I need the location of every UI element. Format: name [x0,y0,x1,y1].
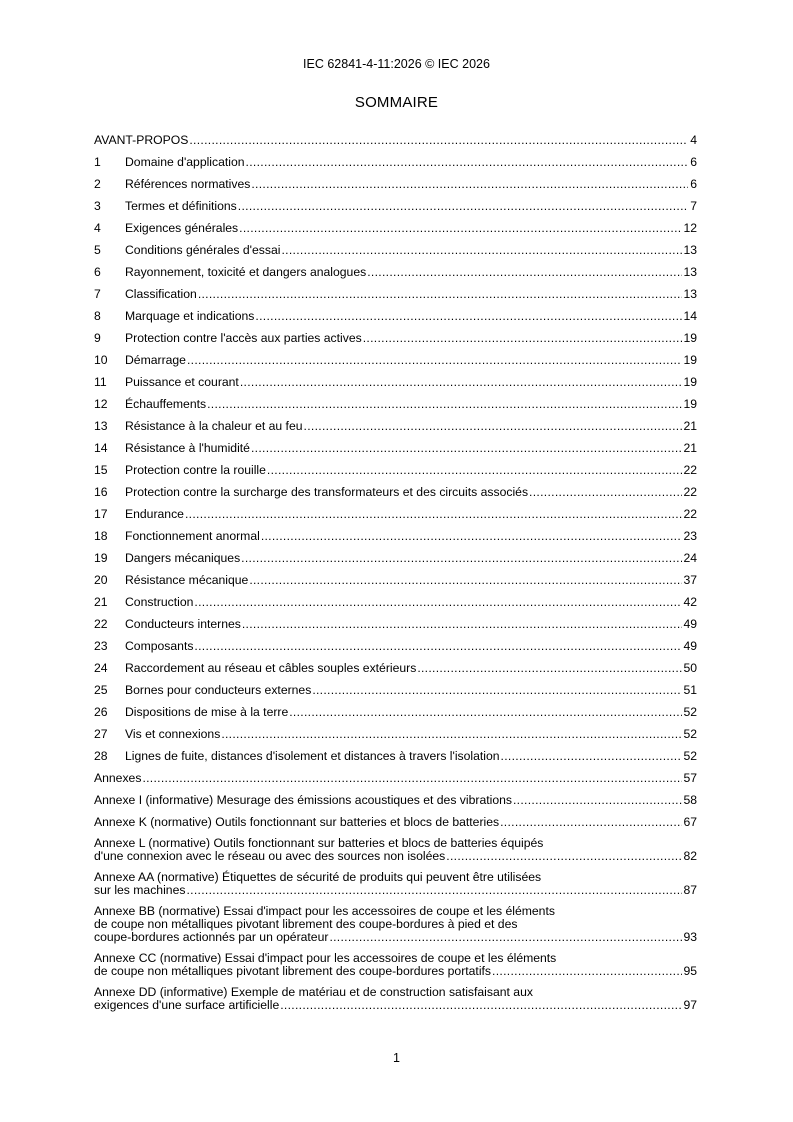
toc-entry-page: 22 [683,485,697,499]
toc-entry-label: Annexe I (informative) Mesurage des émissions acoustiques et des vibrations [94,793,512,807]
toc-leader-dots [251,177,688,191]
toc-entry-number: 25 [94,683,108,697]
toc-entry-label-line: d'une connexion avec le réseau ou avec des sources non isolées [94,849,446,863]
toc-entry-page: 19 [683,353,697,367]
toc-entry-annex[interactable] [94,978,697,1012]
toc-entry-label: Dangers mécaniques [125,551,241,565]
toc-leader-dots [329,931,682,944]
toc-leader-dots [501,749,683,763]
toc-leader-dots [500,815,682,829]
toc-entry-number: 27 [94,727,108,741]
table-of-contents [94,125,697,1012]
toc-leader-dots [194,639,682,653]
toc-entry-label: Conditions générales d'essai [125,243,281,257]
toc-entry-page: 52 [683,727,697,741]
toc-entry[interactable] [94,411,697,433]
toc-entry-page: 87 [683,883,697,897]
toc-entry-label-line: sur les machines [94,883,186,897]
toc-entry-page: 49 [683,617,697,631]
toc-entry-number: 18 [94,529,108,543]
toc-entry-page: 57 [683,771,697,785]
toc-leader-dots [289,705,682,719]
toc-entry-label: Protection contre la rouille [125,463,266,477]
toc-leader-dots [249,573,682,587]
toc-entry-page: 13 [683,243,697,257]
toc-entry-page: 37 [683,573,697,587]
toc-title: SOMMAIRE [354,94,439,111]
toc-leader-dots [194,595,682,609]
toc-entry-number: 11 [94,375,107,389]
toc-entry[interactable] [94,741,697,763]
toc-leader-dots [241,551,682,565]
toc-entry-label: Références normatives [125,177,251,191]
toc-leader-dots [185,507,682,521]
toc-entry[interactable] [94,455,697,477]
toc-entry-page: 19 [683,375,697,389]
toc-entry[interactable] [94,521,697,543]
toc-entry-label-line: Annexe BB (normative) Essai d'impact pour les accessoires de coupe et les éléments [94,904,555,918]
toc-entry-number: 2 [94,177,101,191]
toc-entry-label: Endurance [125,507,184,521]
toc-entry-page: 7 [690,199,697,213]
toc-entry[interactable] [94,191,697,213]
toc-entry[interactable] [94,367,697,389]
toc-entry-number: 5 [94,243,101,257]
toc-entry-page: 19 [683,397,697,411]
toc-entry[interactable] [94,763,697,785]
toc-entry-page: 52 [683,749,697,763]
toc-entry[interactable] [94,169,697,191]
toc-entry[interactable] [94,697,697,719]
toc-leader-dots [251,441,682,455]
toc-entry-number: 1 [94,155,101,169]
toc-entry-page: 14 [683,309,697,323]
toc-entry-number: 7 [94,287,101,301]
toc-entry-label: Conducteurs internes [125,617,241,631]
toc-leader-dots [513,793,682,807]
toc-entry-page: 22 [683,463,697,477]
toc-entry-page: 21 [683,419,697,433]
toc-entry-number: 6 [94,265,101,279]
toc-leader-dots [238,199,688,213]
toc-entry-label: Lignes de fuite, distances d'isolement et distances à travers l'isolation [125,749,500,763]
toc-leader-dots [280,999,682,1012]
toc-entry[interactable] [94,543,697,565]
toc-entry-annex[interactable] [94,829,697,863]
toc-entry-label: Bornes pour conducteurs externes [125,683,312,697]
toc-entry-number: 24 [94,661,108,675]
toc-entry-label: Dispositions de mise à la terre [125,705,289,719]
toc-leader-dots [142,771,682,785]
toc-entry-page: 93 [683,930,697,944]
toc-entry[interactable] [94,213,697,235]
toc-entry-page: 24 [683,551,697,565]
toc-leader-dots [492,965,682,978]
toc-entry[interactable] [94,631,697,653]
toc-entry-label: Domaine d'application [125,155,245,169]
toc-entry-label: Composants [125,639,194,653]
toc-entry[interactable] [94,565,697,587]
toc-entry-label: Rayonnement, toxicité et dangers analogues [125,265,367,279]
toc-leader-dots [239,221,682,235]
toc-entry-page: 21 [683,441,697,455]
toc-entry-number: 21 [94,595,108,609]
toc-entry[interactable] [94,345,697,367]
toc-entry-number: 26 [94,705,108,719]
toc-entry[interactable] [94,609,697,631]
toc-leader-dots [446,850,682,863]
toc-entry[interactable] [94,675,697,697]
toc-entry-annex[interactable] [94,944,697,978]
toc-leader-dots [198,287,683,301]
toc-leader-dots [304,419,683,433]
page-number: 1 [393,1051,400,1065]
toc-entry[interactable] [94,389,697,411]
toc-entry-label-line: exigences d'une surface artificielle [94,998,280,1012]
toc-entry[interactable] [94,653,697,675]
toc-leader-dots [240,375,683,389]
toc-entry-label: Démarrage [125,353,186,367]
toc-entry[interactable] [94,719,697,741]
toc-entry-page: 67 [683,815,697,829]
document-header: IEC 62841-4-11:2026 © IEC 2026 [303,57,490,71]
toc-entry-number: 12 [94,397,108,411]
toc-entry-number: 20 [94,573,108,587]
toc-entry-page: 13 [683,287,697,301]
toc-leader-dots [529,485,682,499]
toc-entry-label: Protection contre l'accès aux parties actives [125,331,362,345]
toc-entry-page: 12 [683,221,697,235]
toc-entry-page: 58 [683,793,697,807]
toc-entry-label-line: Annexe L (normative) Outils fonctionnant sur batteries et blocs de batteries équipés [94,836,544,850]
toc-entry-page: 95 [683,964,697,978]
toc-leader-dots [261,529,683,543]
toc-entry[interactable] [94,301,697,323]
toc-entry[interactable] [94,499,697,521]
toc-leader-dots [242,617,683,631]
toc-entry-number: 19 [94,551,108,565]
toc-entry-label-line: de coupe non métalliques pivotant librement des coupe-bordures à pied et des [94,917,518,931]
toc-entry-label: Résistance à la chaleur et au feu [125,419,303,433]
toc-entry-page: 13 [683,265,697,279]
toc-entry-annex[interactable] [94,897,697,944]
toc-entry-page: 51 [683,683,697,697]
toc-entry-page: 6 [690,155,697,169]
toc-leader-dots [207,397,682,411]
toc-entry-number: 3 [94,199,101,213]
toc-leader-dots [281,243,682,257]
toc-entry-page: 50 [683,661,697,675]
toc-entry[interactable] [94,279,697,301]
toc-entry-label: Annexe K (normative) Outils fonctionnant sur batteries et blocs de batteries [94,815,500,829]
toc-entry-number: 4 [94,221,101,235]
toc-entry[interactable] [94,323,697,345]
toc-entry-label: Termes et définitions [125,199,237,213]
toc-entry-label-line: Annexe CC (normative) Essai d'impact pour les accessoires de coupe et les éléments [94,951,557,965]
toc-leader-dots [246,155,688,169]
toc-leader-dots [367,265,682,279]
toc-leader-dots [221,727,682,741]
toc-leader-dots [255,309,682,323]
toc-leader-dots [312,683,682,697]
toc-entry-label: Fonctionnement anormal [125,529,260,543]
toc-entry-label: Marquage et indications [125,309,255,323]
toc-entry-label: Construction [125,595,194,609]
toc-entry-label-line: Annexe DD (informative) Exemple de matériau et de construction satisfaisant aux [94,985,533,999]
toc-entry-label: Raccordement au réseau et câbles souples extérieurs [125,661,417,675]
toc-entry-number: 17 [94,507,108,521]
toc-entry-number: 28 [94,749,108,763]
toc-entry-label: Puissance et courant [125,375,239,389]
toc-entry-label-line: Annexe AA (normative) Étiquettes de sécurité de produits qui peuvent être utilisées [94,870,542,884]
toc-entry-page: 6 [690,177,697,191]
toc-entry-number: 13 [94,419,108,433]
toc-leader-dots [363,331,683,345]
toc-entry-number: 8 [94,309,101,323]
toc-entry-page: 42 [683,595,697,609]
toc-entry[interactable] [94,587,697,609]
toc-entry-label-line: coupe-bordures actionnés par un opérateur [94,930,329,944]
toc-leader-dots [186,884,682,897]
toc-entry-label: AVANT-PROPOS [94,133,189,147]
toc-entry-label: Échauffements [125,397,207,411]
toc-entry-number: 10 [94,353,108,367]
toc-entry-page: 4 [690,133,697,147]
toc-entry[interactable] [94,147,697,169]
toc-entry[interactable] [94,807,697,829]
toc-entry-number: 14 [94,441,108,455]
toc-entry-page: 49 [683,639,697,653]
toc-entry-page: 97 [683,998,697,1012]
toc-entry[interactable] [94,785,697,807]
toc-entry-label: Résistance à l'humidité [125,441,250,455]
toc-entry-number: 23 [94,639,108,653]
toc-entry-label: Résistance mécanique [125,573,249,587]
toc-entry[interactable] [94,257,697,279]
toc-leader-dots [267,463,683,477]
toc-leader-dots [187,353,682,367]
toc-entry-number: 9 [94,331,101,345]
toc-entry-page: 82 [683,849,697,863]
toc-entry-number: 15 [94,463,108,477]
toc-entry-label: Protection contre la surcharge des transformateurs et des circuits associés [125,485,529,499]
toc-entry-label-line: de coupe non métalliques pivotant librement des coupe-bordures portatifs [94,964,492,978]
toc-entry-label: Exigences générales [125,221,239,235]
toc-entry-number: 16 [94,485,108,499]
toc-entry-annex[interactable] [94,863,697,897]
toc-leader-dots [189,133,688,147]
toc-leader-dots [417,661,682,675]
toc-entry-number: 22 [94,617,108,631]
toc-entry-page: 22 [683,507,697,521]
toc-entry-page: 52 [683,705,697,719]
toc-entry-page: 23 [683,529,697,543]
toc-entry[interactable] [94,235,697,257]
toc-entry[interactable] [94,125,697,147]
toc-entry[interactable] [94,477,697,499]
toc-entry-page: 19 [683,331,697,345]
toc-entry-label: Vis et connexions [125,727,221,741]
toc-entry-label: Annexes [94,771,142,785]
toc-entry-label: Classification [125,287,197,301]
toc-entry[interactable] [94,433,697,455]
